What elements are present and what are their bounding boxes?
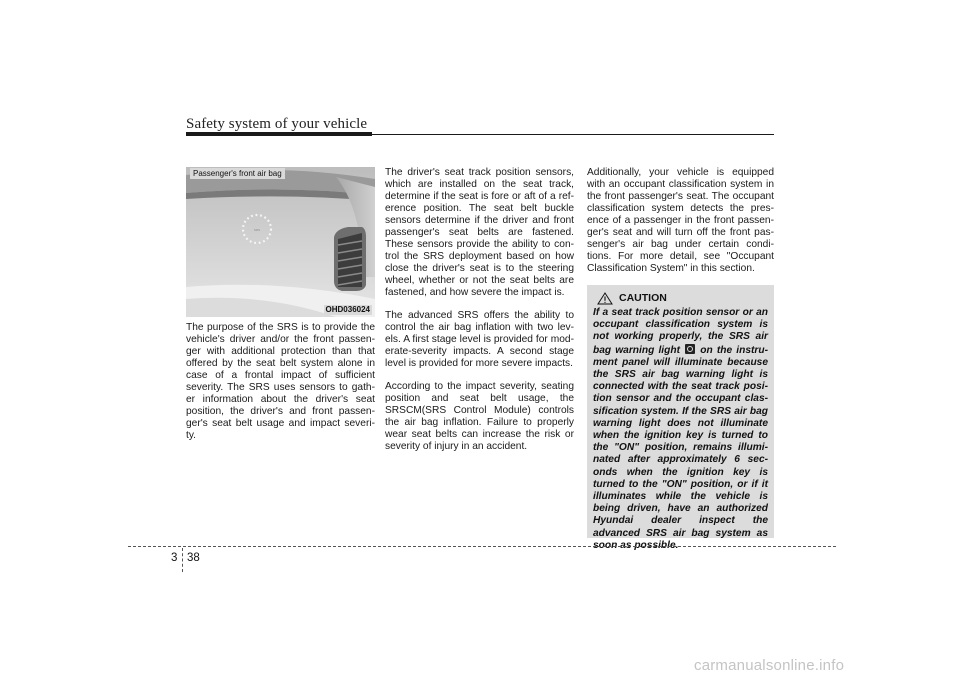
column-3 [587,167,774,286]
caution-text-part-2: on the instru-ment panel will illuminate because the SRS air bag warning light is connected with the seat track posi-tion sensor and the occupant clas-sification system. If the SRS air bag warning light does not illuminate when the ignition key is turned to the "ON" position, remains illumi-nated after approximately 6 sec-onds when the ignition key is turned to the "ON" position, or if it illuminates while the vehicle is being driven, have an authorized Hyundai dealer inspect the advanced SRS air bag system as soon as possible. [593,344,768,551]
footer-divider [182,548,183,572]
svg-text:SRS: SRS [253,228,261,232]
figure-caption: Passenger's front air bag [190,168,285,179]
dashboard-drawing [186,167,375,317]
warning-triangle-icon [597,292,613,305]
caution-text [593,307,768,552]
caution-box [587,285,774,551]
column-2 [385,167,574,464]
page-number: 38 [187,552,200,564]
header-rule-thick [186,132,372,136]
airbag-warning-light-icon [685,344,695,354]
airbag-illustration [186,167,375,317]
air-vent [334,227,366,291]
paragraph: Additionally, your vehicle is equipped with an occupant classification system in the front passenger's seat. The occupant classification system detects the pres-ence of a passenger in the front passen-ger's seat and will turn off the front pas-senger's air bag under certain condi-tions. For more detail, see "Occupant Classification System" in this section. [587,167,774,274]
caution-header [597,291,768,305]
footer-rule [128,546,836,547]
paragraph: The driver's seat track position sensors, which are installed on the seat track, determine if the seat is fore or aft of a ref-erence position. The seat belt buckle sensors determine if the driver and front passenger's seat belts are fastened. These sensors provide the ability to con-trol the SRS deployment based on how close the driver's seat is to the steering wheel, whether or not the seat belts are fastened, and how severe the impact is. [385,167,574,298]
watermark: carmanualsonline.info [694,657,845,674]
paragraph: According to the impact severity, seating position and seat belt usage, the SRSCM(SRS Control Module) controls the air bag inflation. Failure to properly wear seat belts can increase the risk or severity of injury in an accident. [385,381,574,452]
caution-text-part-1: If a seat track position sensor or an occupant classification system is not working properly, the SRS air bag warning light [593,307,768,356]
section-title: Safety system of your vehicle [186,116,368,132]
column-1 [186,322,375,453]
header-rule-thin [372,134,774,135]
section-number: 3 [171,552,178,564]
figure-code: OHD036024 [325,305,370,314]
paragraph: The advanced SRS offers the ability to control the air bag inflation with two lev-els. A first stage level is provided for mod-erate-severity impacts. A second stage level is provided for more severe impacts. [385,310,574,369]
paragraph: The purpose of the SRS is to provide the vehicle's driver and/or the front passen-ger with additional protection than that offered by the seat belt system alone in case of a frontal impact of sufficient severity. The SRS uses sensors to gath-er information about the driver's seat position, the driver's and front passen-ger's seat belt usage and impact severi-ty. [186,322,375,441]
caution-title: CAUTION [619,292,667,304]
